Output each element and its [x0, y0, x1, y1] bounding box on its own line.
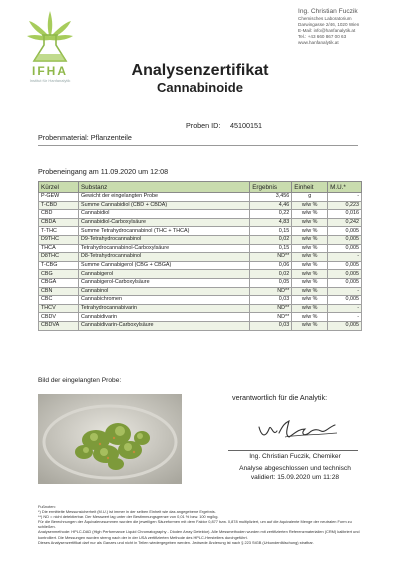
table-cell: 0,15 [250, 227, 292, 236]
table-cell: P-GEW [39, 193, 79, 202]
table-cell: 0,005 [328, 244, 362, 253]
table-row [39, 193, 362, 202]
responsible-label: verantwortlich für die Analytik: [232, 393, 328, 402]
table-cell: w/w % [292, 278, 328, 287]
table-row [39, 261, 362, 270]
table-row [39, 270, 362, 279]
logo-text: IFHA [32, 64, 68, 78]
logo-tagline: Institut für Hanfanalytik [29, 78, 71, 83]
results-table [38, 181, 362, 331]
table-cell: CBN [39, 287, 79, 296]
table-cell: 0,15 [250, 244, 292, 253]
table-cell: 0,22 [250, 210, 292, 219]
table-cell: CBDV [39, 313, 79, 322]
table-cell: D9-Tetrahydrocannabinol [78, 235, 249, 244]
footnote-line: *) Die ermittelte Messunsicherheit (M.U.) ist immer in der selben Einheit wie das angegebene Ergebnis. [38, 509, 216, 515]
table-cell: 4,46 [250, 201, 292, 210]
column-header: Ergebnis [250, 182, 292, 193]
validation-date: validiert: 15.09.2020 um 11:28 [250, 474, 340, 481]
table-cell: Cannabinol [78, 287, 249, 296]
table-cell: 0,242 [328, 218, 362, 227]
table-cell: Cannabichromen [78, 296, 249, 305]
table-cell: - [328, 287, 362, 296]
column-header: M.U.* [328, 182, 362, 193]
table-row [39, 235, 362, 244]
divider [38, 145, 358, 146]
table-cell: g [292, 193, 328, 202]
table-cell: 3,456 [250, 193, 292, 202]
table-cell: Cannabidiol-Carboxylsäure [78, 218, 249, 227]
table-row [39, 201, 362, 210]
table-cell: 0,005 [328, 235, 362, 244]
table-cell: w/w % [292, 218, 328, 227]
table-cell: Tetrahydrocannabivarin [78, 304, 249, 313]
table-cell: w/w % [292, 235, 328, 244]
table-cell: 0,05 [250, 278, 292, 287]
table-cell: CBD [39, 210, 79, 219]
column-header: Substanz [78, 182, 249, 193]
table-cell: CBG [39, 270, 79, 279]
table-cell: Cannabidivarin-Carboxylsäure [78, 321, 249, 330]
table-cell: ND** [250, 313, 292, 322]
table-row [39, 321, 362, 330]
footnote-line: **) ND = nicht detektierbar. Der Messwert lag unter der Bestimmungsgrenze von 0,01 % bzw. 100 mg/kg. [38, 514, 219, 520]
table-cell: 0,03 [250, 296, 292, 305]
table-cell: - [328, 253, 362, 262]
table-cell: w/w % [292, 201, 328, 210]
lab-line: Chemisches Laboratorium [298, 16, 352, 21]
table-cell: CBDA [39, 218, 79, 227]
table-cell: w/w % [292, 270, 328, 279]
table-cell: 0,06 [250, 261, 292, 270]
table-cell: T-CBG [39, 261, 79, 270]
table-header-row [39, 182, 362, 193]
table-cell: w/w % [292, 261, 328, 270]
table-cell: Cannabidiol [78, 210, 249, 219]
table-cell: T-CBD [39, 201, 79, 210]
table-cell: 0,005 [328, 227, 362, 236]
table-row [39, 296, 362, 305]
table-cell: 0,005 [328, 278, 362, 287]
footnote-line: Analysenmethode: HPLC-DAD (High Performance Liquid Chromatography - Dioden Array Detektor). Alle Messmethoden wurden mit zertifizierten Referenzmaterialien (CRM) kalibriert und kontrolliert. Die Messungen wurden streng nach der in der USA zertifizierten Methode des HPLC-Herstellers durchgeführt. [38, 529, 360, 540]
table-cell: D8THC [39, 253, 79, 262]
table-cell: Summe Tetrahydrocannabinol (THC + THCA) [78, 227, 249, 236]
table-cell: - [328, 193, 362, 202]
table-cell: - [328, 304, 362, 313]
sample-material: Probenmaterial: Pflanzenteile [38, 133, 132, 142]
signature-image [255, 415, 345, 445]
picture-label: Bild der eingelangten Probe: [38, 377, 122, 384]
table-cell: 0,03 [250, 321, 292, 330]
footnote-line: Dieses Analysenzertifikat darf nur als Ganzes und nicht in Teilen wiedergegeben werden. Jedwede Änderung ist nach § 223 StGB (Urkundenfälschung) strafbar. [38, 539, 314, 545]
table-cell: CBGA [39, 278, 79, 287]
table-row [39, 313, 362, 322]
table-cell: Cannabidivarin [78, 313, 249, 322]
table-cell: 0,005 [328, 270, 362, 279]
table-cell: Tetrahydrocannabinol-Carboxylsäure [78, 244, 249, 253]
table-cell: w/w % [292, 296, 328, 305]
table-cell: Summe Cannabigerol (CBG + CBGA) [78, 261, 249, 270]
table-cell: CBC [39, 296, 79, 305]
table-cell: Summe Cannabidiol (CBD + CBDA) [78, 201, 249, 210]
footnotes [38, 504, 370, 545]
page-subtitle: Cannabinoide [157, 80, 243, 95]
table-cell: w/w % [292, 227, 328, 236]
validation-text: Analyse abgeschlossen und technisch [239, 465, 351, 472]
column-header: Einheit [292, 182, 328, 193]
table-cell: D8-Tetrahydrocannabinol [78, 253, 249, 262]
sample-photo-image [38, 394, 182, 484]
footnotes-heading: Fußnoten: [38, 504, 56, 509]
table-row [39, 227, 362, 236]
table-cell: 0,016 [328, 210, 362, 219]
table-cell: 0,02 [250, 270, 292, 279]
table-cell: T-THC [39, 227, 79, 236]
table-cell: w/w % [292, 287, 328, 296]
table-cell: THCA [39, 244, 79, 253]
lab-address [298, 8, 398, 46]
signature-line [228, 450, 358, 451]
table-row [39, 253, 362, 262]
footnote-line: Für die Berechnungen der Äquivalenzsummen wurden die jeweiligen Säureformen mit dem Faktor 0,877 bzw. 0,878 multipliziert, um auf die äquivalente Menge der neutralen Form zu schließen. [38, 519, 352, 530]
column-header: Kürzel [39, 182, 79, 193]
table-cell: 0,005 [328, 321, 362, 330]
page-title: Analysenzertifikat [131, 62, 269, 79]
proben-id-label: Proben ID: [186, 121, 221, 130]
lab-name: Ing. Christian Fuczik [298, 8, 358, 15]
lab-line: www.hanfanalytik.at [298, 39, 339, 45]
table-cell: - [328, 313, 362, 322]
table-cell: ND** [250, 304, 292, 313]
table-cell: w/w % [292, 253, 328, 262]
sample-received: Probeneingang am 11.09.2020 um 12:08 [38, 167, 169, 176]
table-cell: THCV [39, 304, 79, 313]
lab-line: E-Mail: info@hanfanalytik.at [298, 27, 356, 33]
table-cell: Cannabigerol-Carboxylsäure [78, 278, 249, 287]
table-row [39, 244, 362, 253]
table-cell: w/w % [292, 313, 328, 322]
table-cell: CBDVA [39, 321, 79, 330]
table-cell: w/w % [292, 321, 328, 330]
table-row [39, 278, 362, 287]
table-row [39, 304, 362, 313]
table-row [39, 218, 362, 227]
table-cell: w/w % [292, 304, 328, 313]
table-row [39, 210, 362, 219]
table-cell: Gewicht der eingelangten Probe [78, 193, 249, 202]
table-cell: w/w % [292, 210, 328, 219]
flask-leaf-icon [20, 7, 80, 65]
table-cell: 0,223 [328, 201, 362, 210]
signer-name: Ing. Christian Fuczik, Chemiker [249, 453, 341, 460]
lab-line: Tel.: +43 660 867 00 63 [298, 33, 347, 39]
table-cell: 0,005 [328, 261, 362, 270]
sample-photo [38, 394, 182, 484]
table-cell: 0,02 [250, 235, 292, 244]
table-cell: 4,83 [250, 218, 292, 227]
table-row [39, 287, 362, 296]
table-cell: D9THC [39, 235, 79, 244]
table-cell: w/w % [292, 244, 328, 253]
table-cell: ND** [250, 287, 292, 296]
proben-id-value: 45100151 [230, 121, 262, 130]
lab-line: Darwingasse 2/46, 1020 Wien [298, 21, 360, 27]
table-cell: ND** [250, 253, 292, 262]
table-cell: Cannabigerol [78, 270, 249, 279]
table-cell: 0,005 [328, 296, 362, 305]
